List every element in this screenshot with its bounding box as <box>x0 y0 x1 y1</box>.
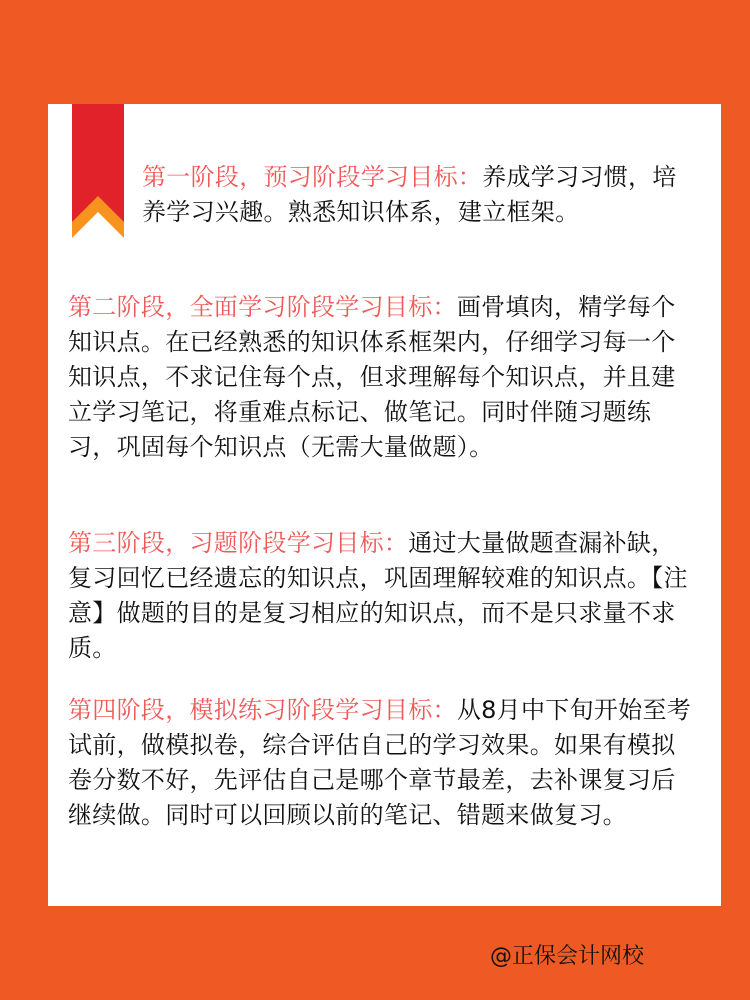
stage-1-heading: 第一阶段，预习阶段学习目标： <box>142 163 483 191</box>
brand-watermark: @正保会计网校 <box>490 944 645 969</box>
stage-3-paragraph <box>68 526 694 666</box>
stage-2-paragraph <box>68 290 694 465</box>
content-card <box>48 104 721 906</box>
stage-3-heading: 第三阶段，习题阶段学习目标： <box>68 529 409 557</box>
stage-2-body: 画骨填肉，精学每个知识点。在已经熟悉的知识体系框架内，仔细学习每一个知识点，不求记住每个点，但求理解每个知识点，并且建立学习笔记，将重难点标记、做笔记。同时伴随习题练习，巩固每个知识点（无需大量做题）。 <box>68 293 676 461</box>
stage-2-heading: 第二阶段，全面学习阶段学习目标： <box>68 293 457 321</box>
stage-1-paragraph <box>142 160 682 230</box>
stage-3-body: 通过大量做题查漏补缺，复习回忆已经遗忘的知识点，巩固理解较难的知识点。【注意】做题的目的是复习相应的知识点，而不是只求量不求质。 <box>68 529 688 662</box>
stage-4-body: 从8月中下旬开始至考试前，做模拟卷，综合评估自己的学习效果。如果有模拟卷分数不好，先评估自己是哪个章节最差，去补课复习后继续做。同时可以回顾以前的笔记、错题来做复习。 <box>68 696 692 829</box>
bookmark-ribbon-icon <box>72 104 124 238</box>
stage-4-paragraph <box>68 693 694 833</box>
stage-1-body: 养成学习习惯，培养学习兴趣。熟悉知识体系，建立框架。 <box>142 163 677 226</box>
stage-4-heading: 第四阶段，模拟练习阶段学习目标： <box>68 696 457 724</box>
